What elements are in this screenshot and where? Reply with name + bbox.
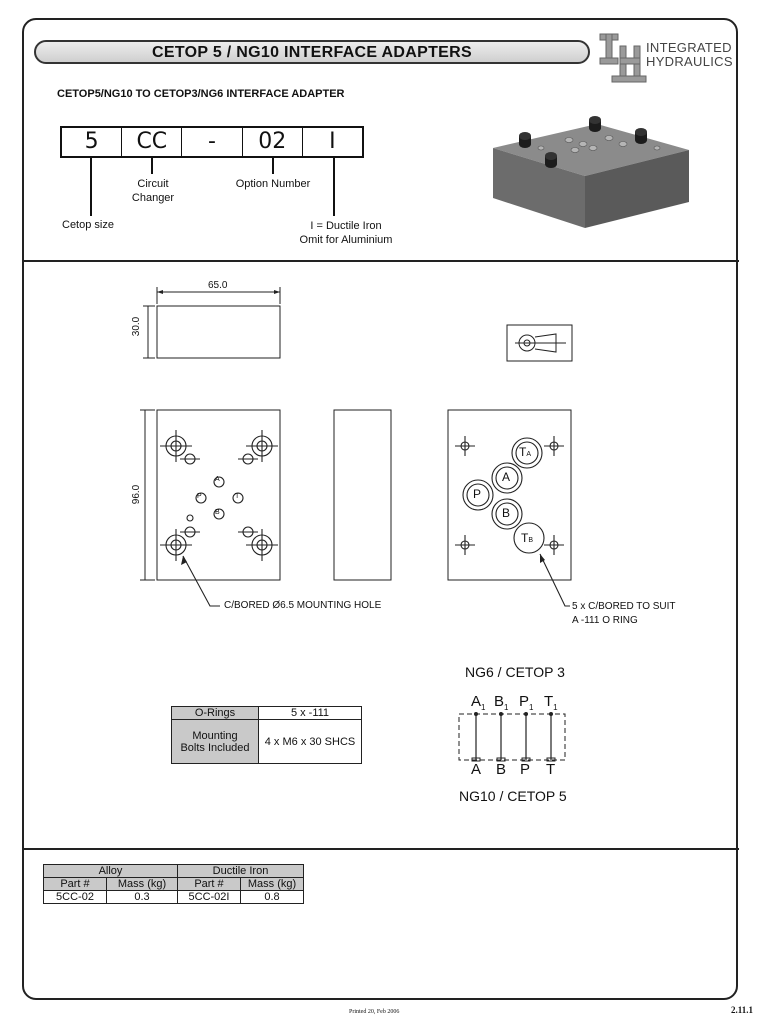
col-mass-alloy: Mass (kg) [107,878,178,891]
code-option-number: 02 [243,128,303,156]
port-ta-label: TA [519,445,532,459]
logo-icon [598,32,650,86]
dim-width: 65.0 [208,280,228,291]
schematic-port-t1: $T_1$ [544,693,558,712]
section-divider [23,260,739,262]
label-option-number: Option Number [235,178,311,190]
spec-table [171,706,362,764]
port-b-label: B [215,509,220,516]
oring-label: O-Rings [172,707,259,720]
technical-drawing [0,270,768,630]
schematic-port-p: P [520,761,531,778]
page-title: CETOP 5 / NG10 INTERFACE ADAPTERS [34,40,590,64]
label-material: I = Ductile Iron Omit for Aluminium [299,220,393,246]
port-b-bottom-label: B [502,506,511,520]
ordering-code [60,126,364,158]
logo-wordmark: INTEGRATED HYDRAULICS [646,40,733,69]
col-part-iron: Part # [178,878,241,891]
callout-mounting-hole: C/BORED Ø6.5 MOUNTING HOLE [224,600,382,611]
side-view [334,410,391,580]
schematic-port-p1: $P_1$ [519,693,534,712]
port-p-label: P [197,493,202,500]
iron-header: Ductile Iron [178,865,304,878]
alloy-header: Alloy [44,865,178,878]
code-cetop-size: 5 [62,128,122,156]
top-view [157,306,280,358]
iron-mass: 0.8 [241,891,304,904]
bolts-value: 4 x M6 x 30 SHCS [259,720,362,764]
schematic-bottom-title: NG10 / CETOP 5 [459,788,567,804]
col-part-alloy: Part # [44,878,107,891]
code-circuit-changer: CC [122,128,182,156]
schematic-top-title: NG6 / CETOP 3 [465,664,565,680]
code-material: I [329,129,336,154]
port-tb-label: TB [521,531,534,545]
oring-value: 5 x -111 [259,707,362,720]
label-circuit-changer: Circuit Changer [131,178,175,204]
alloy-mass: 0.3 [107,891,178,904]
schematic-port-a1: $A_1$ [471,693,486,712]
label-cetop-size: Cetop size [62,219,114,231]
schematic-port-a: A [471,761,482,778]
schematic-port-b1: $B_1$ [494,693,509,712]
parts-table [43,864,304,904]
port-t-label: T [235,493,240,500]
section-divider [23,848,739,850]
port-a-label: A [215,476,220,483]
port-p-bottom-label: P [473,487,482,501]
bolts-label: Mounting Bolts Included [172,720,259,764]
code-leader-lines [60,158,370,220]
schematic-diagram [455,710,575,766]
iron-part-number: 5CC-02I [178,891,241,904]
printed-date: Printed 20, Feb 2006 [349,1009,400,1015]
col-mass-iron: Mass (kg) [241,878,304,891]
schematic-port-b: B [496,761,507,778]
product-image [485,110,697,232]
dim-length: 96.0 [131,484,143,505]
code-separator: - [182,128,242,156]
port-a-bottom-label: A [502,470,511,484]
section-subtitle: CETOP5/NG10 TO CETOP3/NG6 INTERFACE ADAPTER [57,88,345,100]
schematic-port-t: T [546,761,556,778]
alloy-part-number: 5CC-02 [44,891,107,904]
page-number: 2.11.1 [731,1005,754,1015]
callout-o-ring: 5 x C/BORED TO SUIT A -111 O RING [572,601,676,626]
dim-height: 30.0 [131,316,143,337]
